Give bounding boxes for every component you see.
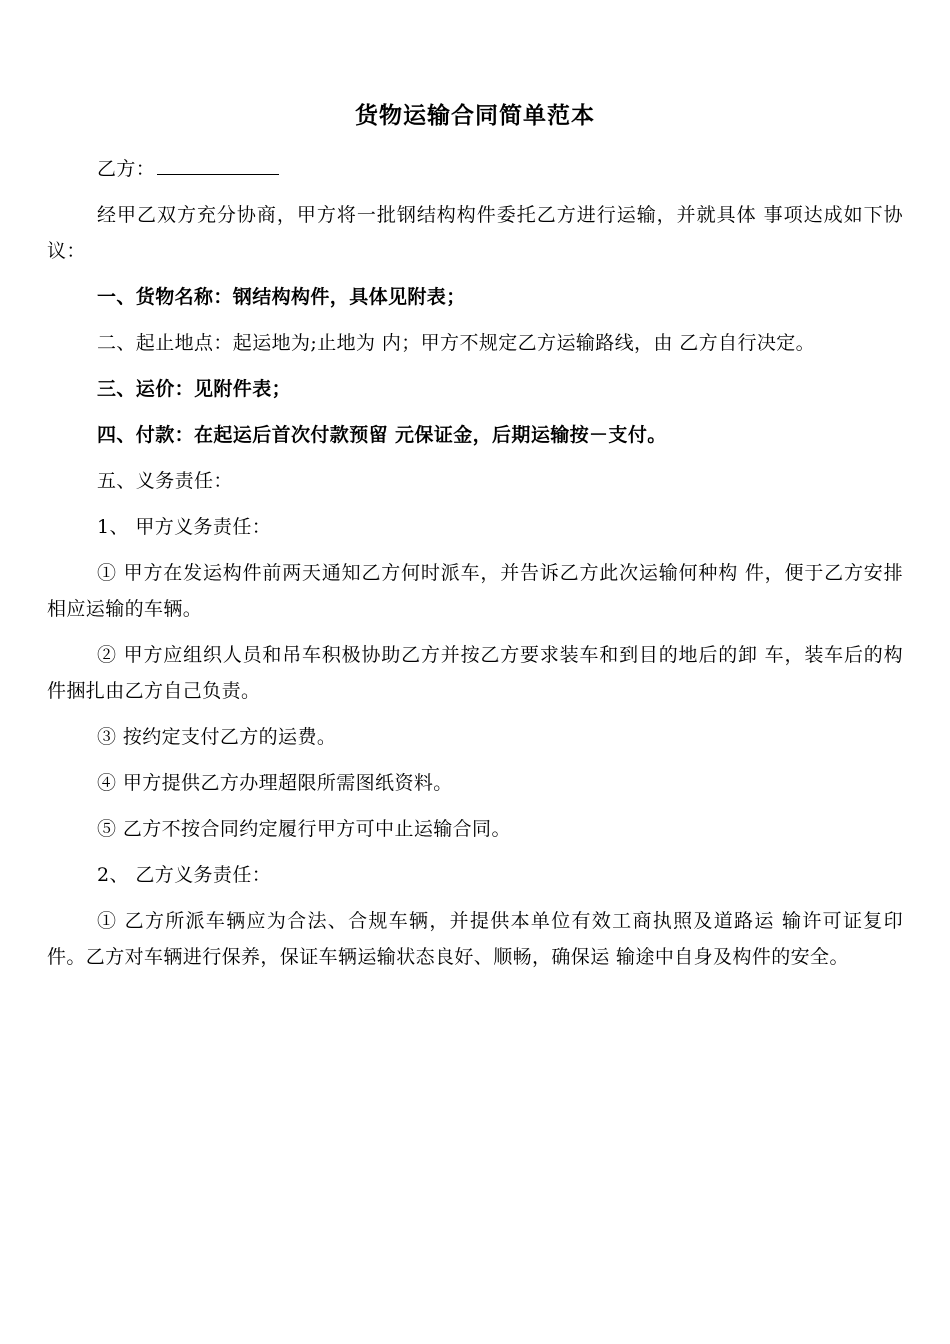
party-b-blank-field [157, 154, 279, 175]
clause-payment: 四、付款：在起运后首次付款预留 元保证金，后期运输按－支付。 [97, 424, 667, 446]
party-b-duty-item: ① 乙方所派车辆应为合法、合规车辆，并提供本单位有效工商执照及道路运 输许可证复印件。乙方对车辆进行保养，保证车辆运输状态良好、顺畅，确保运 输途中自身及构件的安全。 [47, 910, 903, 968]
party-b-label: 乙方： [97, 158, 156, 180]
clause-goods-name: 一、货物名称：钢结构构件，具体见附表； [97, 286, 466, 308]
intro-paragraph: 经甲乙双方充分协商，甲方将一批钢结构构件委托乙方进行运输，并就具体 事项达成如下协议： [47, 204, 903, 262]
party-a-duty-item: ① 甲方在发运构件前两天通知乙方何时派车，并告诉乙方此次运输何种构 件，便于乙方安排相应运输的车辆。 [47, 562, 903, 620]
clause-price: 三、运价：见附件表； [97, 378, 292, 400]
party-b-duties-heading: 2、 乙方义务责任： [97, 864, 272, 886]
party-a-duties-heading: 1、 甲方义务责任： [97, 516, 272, 538]
party-a-duty-item: ⑤ 乙方不按合同约定履行甲方可中止运输合同。 [97, 818, 511, 840]
document-page [47, 0, 903, 1344]
document-title: 货物运输合同简单范本 [355, 103, 595, 129]
document-body [47, 151, 903, 975]
party-b-line [47, 151, 903, 187]
clause-obligations: 五、义务责任： [97, 470, 233, 492]
party-a-duty-item: ④ 甲方提供乙方办理超限所需图纸资料。 [97, 772, 453, 794]
clause-locations: 二、起止地点：起运地为;止地为 内；甲方不规定乙方运输路线，由 乙方自行决定。 [97, 332, 816, 354]
party-a-duty-item: ③ 按约定支付乙方的运费。 [97, 726, 337, 748]
party-a-duty-item: ② 甲方应组织人员和吊车积极协助乙方并按乙方要求装车和到目的地后的卸 车，装车后的构件捆扎由乙方自己负责。 [47, 644, 903, 702]
